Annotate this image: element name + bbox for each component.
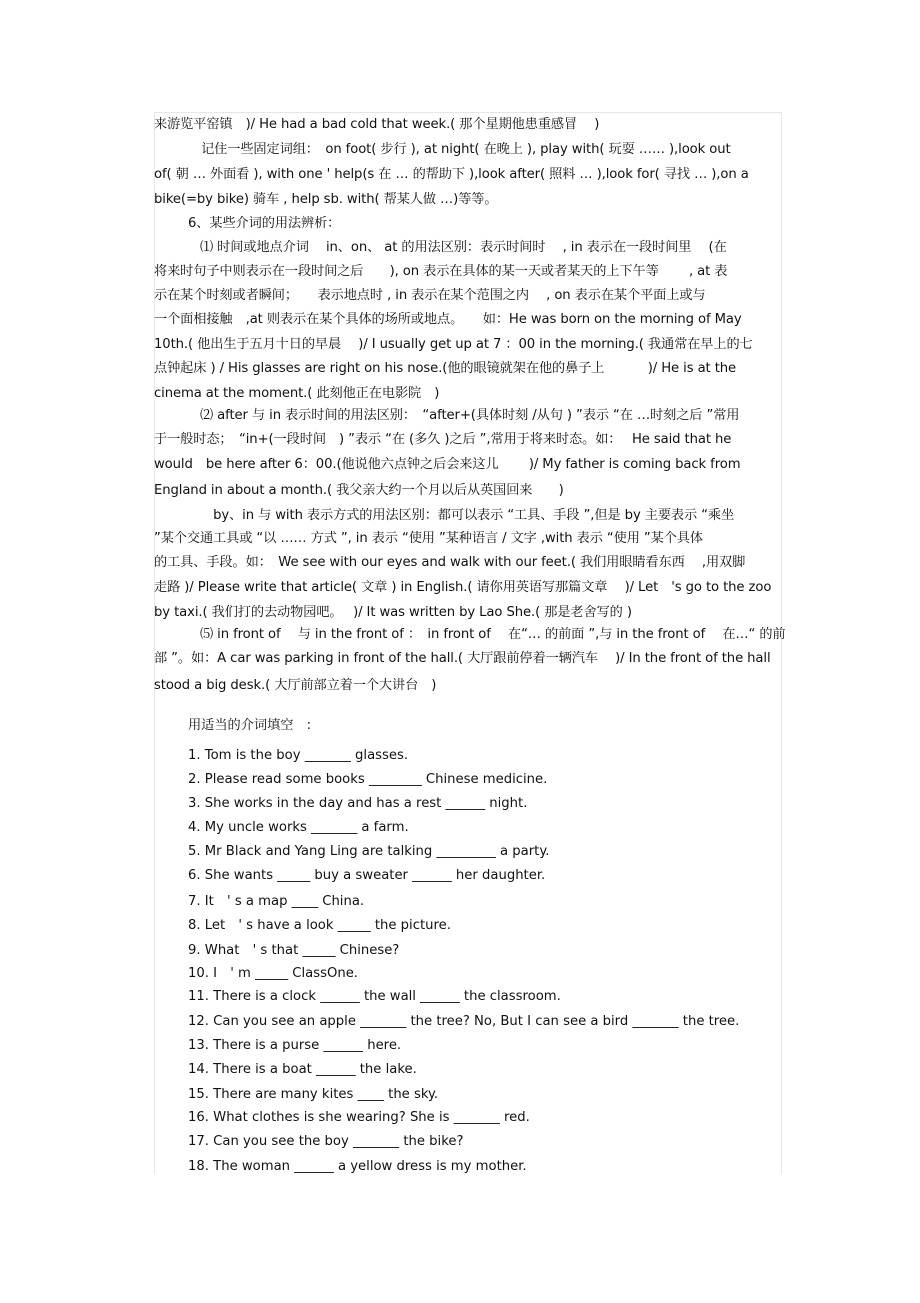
text-line: 走路 )/ Please write that article( 文章 ) in English.( 请你用英语写那篇文章 )/ Let 's go to the zoo: [154, 580, 772, 595]
section-heading: 6、某些介词的用法辨析：: [188, 216, 341, 231]
page-frame-top-rule: [154, 112, 782, 113]
text-line: 记住一些固定词组： on foot( 步行 ), at night( 在晚上 ), play with( 玩耍 …… ),look out: [188, 142, 731, 157]
exercise-item: 2. Please read some books ________ Chinese medicine.: [188, 772, 548, 787]
exercise-item: 14. There is a boat ______ the lake.: [188, 1062, 417, 1077]
text-line: ⑵ after 与 in 表示时间的用法区别： “after+(具体时刻 /从句 ) ”表示 “在 …时刻之后 ”常用: [200, 408, 740, 423]
text-line: 来游览平窑镇 )/ He had a bad cold that week.( 那个星期他患重感冒 ): [154, 117, 600, 132]
text-line: ”某个交通工具或 “以 …… 方式 ”, in 表示 “使用 ”某种语言 / 文字 ,with 表示 “使用 ”某个具体: [154, 531, 703, 546]
exercise-item: 10. I ' m _____ ClassOne.: [188, 966, 358, 981]
exercise-title: 用适当的介词填空 :: [188, 718, 312, 733]
exercise-item: 12. Can you see an apple _______ the tree? No, But I can see a bird _______ the tree.: [188, 1014, 740, 1029]
exercise-item: 13. There is a purse ______ here.: [188, 1038, 402, 1053]
text-line: by taxi.( 我们打的去动物园吧。 )/ It was written by Lao She.( 那是老舍写的 ): [154, 605, 632, 620]
text-line: 点钟起床 ) / His glasses are right on his nose.(他的眼镜就架在他的鼻子上 )/ He is at the: [154, 361, 737, 376]
text-line: would be here after 6：00.(他说他六点钟之后会来这儿 )/ My father is coming back from: [154, 457, 741, 472]
text-line: ⑴ 时间或地点介词 in、on、 at 的用法区别：表示时间时 , in 表示在一段时间里 (在: [200, 240, 727, 255]
text-line: 将来时句子中则表示在一段时间之后 ), on 表示在具体的某一天或者某天的上下午等 , at 表: [154, 264, 728, 279]
exercise-item: 7. It ' s a map ____ China.: [188, 894, 365, 909]
text-line: stood a big desk.( 大厅前部立着一个大讲台 ): [154, 678, 437, 693]
text-line: 示在某个时刻或者瞬间； 表示地点时 , in 表示在某个范围之内 , on 表示在某个平面上或与: [154, 288, 706, 303]
text-line: 部 ”。如：A car was parking in front of the hall.( 大厅跟前停着一辆汽车 )/ In the front of the hall: [154, 651, 771, 666]
exercise-item: 4. My uncle works _______ a farm.: [188, 820, 409, 835]
exercise-item: 3. She works in the day and has a rest ______ night.: [188, 796, 528, 811]
text-line: by、in 与 with 表示方式的用法区别：都可以表示 “工具、手段 ”,但是 by 主要表示 “乘坐: [200, 508, 735, 523]
text-line: bike(=by bike) 骑车 , help sb. with( 帮某人做 …)等等。: [154, 192, 498, 207]
text-line: 一个面相接触 ,at 则表示在某个具体的场所或地点。 如：He was born on the morning of May: [154, 312, 742, 327]
text-line: cinema at the moment.( 此刻他正在电影院 ): [154, 386, 440, 401]
exercise-item: 8. Let ' s have a look _____ the picture.: [188, 918, 451, 933]
text-line: ⑸ in front of 与 in the front of ： in front of 在“… 的前面 ”,与 in the front of 在…“ 的前: [200, 627, 786, 642]
exercise-item: 18. The woman ______ a yellow dress is my mother.: [188, 1159, 527, 1174]
text-line: 于一般时态； “in+(一段时间 ) ”表示 “在 (多久 )之后 ”,常用于将来时态。如： He said that he: [154, 432, 732, 447]
exercise-item: 15. There are many kites ____ the sky.: [188, 1087, 439, 1102]
exercise-item: 17. Can you see the boy _______ the bike?: [188, 1134, 464, 1149]
text-line: 的工具、手段。如： We see with our eyes and walk with our feet.( 我们用眼睛看东西 ,用双脚: [154, 555, 746, 570]
text-line: England in about a month.( 我父亲大约一个月以后从英国回来 ): [154, 483, 564, 498]
exercise-item: 1. Tom is the boy _______ glasses.: [188, 748, 409, 763]
text-line: 10th.( 他出生于五月十日的早晨 )/ I usually get up at 7 ：00 in the morning.( 我通常在早上的七: [154, 337, 753, 352]
text-line: of( 朝 … 外面看 ), with one ' help(s 在 … 的帮助下 ),look after( 照料 … ),look for( 寻找 … ),on a: [154, 167, 749, 182]
exercise-item: 11. There is a clock ______ the wall ______ the classroom.: [188, 989, 561, 1004]
exercise-item: 9. What ' s that _____ Chinese?: [188, 943, 400, 958]
exercise-item: 16. What clothes is she wearing? She is _______ red.: [188, 1110, 530, 1125]
exercise-item: 5. Mr Black and Yang Ling are talking _________ a party.: [188, 844, 550, 859]
exercise-item: 6. She wants _____ buy a sweater ______ her daughter.: [188, 868, 546, 883]
